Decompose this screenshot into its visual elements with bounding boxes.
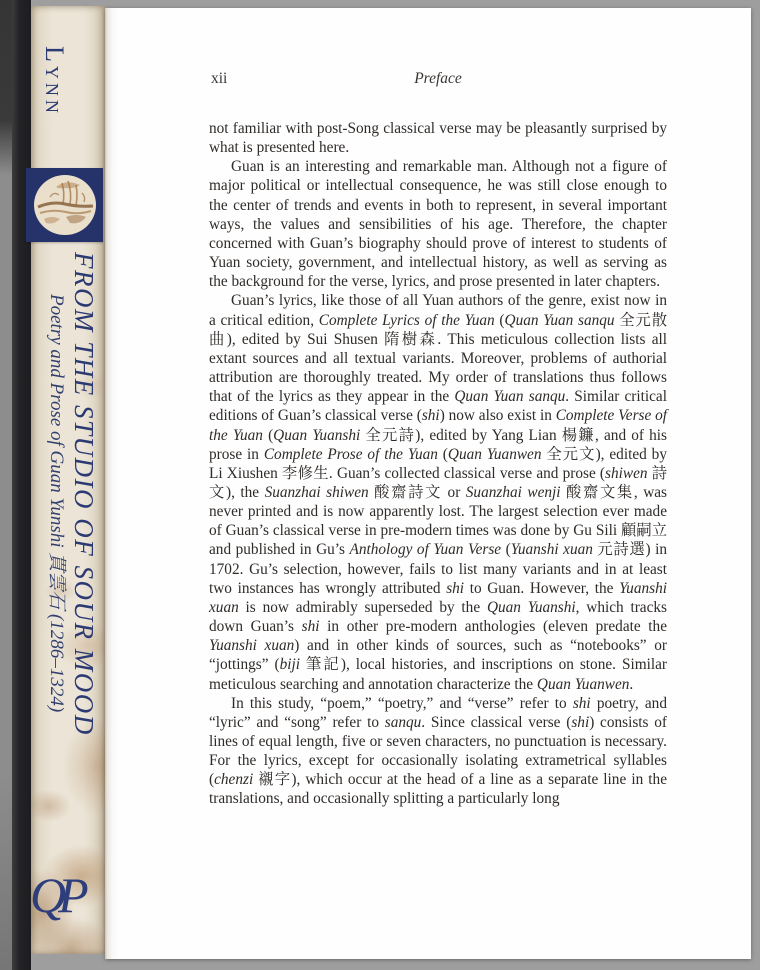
- page-number: xii: [211, 70, 228, 87]
- publisher-logo-icon: QP: [30, 867, 81, 923]
- spine-title-block: [44, 252, 100, 736]
- page-header: [209, 70, 667, 90]
- paragraph: Guan is an interesting and remarkable man. Although not a figure of major political or intellectual consequence, he was still close enough to the center of trends and events in both to represent, in several important ways, the values and sensibilities of his age. Therefore, the chapter concerned with Guan’s biography should prove of interest to students of Yuan society, government, and intellectual history, as well as serving as the background for the verse, lyrics, and prose presented in later chapters.: [209, 158, 667, 291]
- body-text: [209, 119, 667, 809]
- paragraph: In this study, “poem,” “poetry,” and “verse” refer to shi poetry, and “lyric” and “song” refer to sanqu. Since classical verse (shi) consists of lines of equal length, five or seven characters, no punctuation is necessary. For the lyrics, except for occasionally isolating extrametrical syllables (chenzi 襯字), which occur at the head of a line as a separate line in the translations, and occasionally splitting a particularly long: [209, 694, 668, 808]
- spine-crease-shadow: [12, 0, 31, 970]
- running-title: Preface: [414, 70, 462, 87]
- spine-medallion: [26, 168, 103, 242]
- spine-title: FROM THE STUDIO OF SOUR MOOD: [69, 252, 99, 736]
- spine-author-name: Lynn: [40, 46, 69, 117]
- paragraph: Guan’s lyrics, like those of all Yuan authors of the genre, exist now in a critical edition, Complete Lyrics of the Yuan (Quan Yuan sanqu 全元散曲), edited by Sui Shusen 隋樹森. This meticulous collection lists all extant sources and all textual variants. Moreover, problems of authorial attribution are thoroughly treated. My order of translations thus follows that of the lyrics as they appear in the Quan Yuan sanqu. Similar critical editions of Guan’s classical verse (shi) now also exist in Complete Verse of the Yuan (Quan Yuanshi 全元詩), edited by Yang Lian 楊鐮, and of his prose in Complete Prose of the Yuan (Quan Yuanwen 全元文), edited by Li Xiushen 李修生. Guan’s collected classical verse and prose (shiwen 詩文), the Suanzhai shiwen 酸齋詩文 or Suanzhai wenji 酸齋文集, was never printed and is now apparently lost. The largest selection ever made of Guan’s classical verse in pre-modern times was done by Gu Sili 顧嗣立 and published in Gu’s Anthology of Yuan Verse (Yuanshi xuan 元詩選) in 1702. Gu’s selection, however, fails to list many variants and in at least two instances has wrongly attributed shi to Guan. However, the Yuanshi xuan is now admirably superseded by the Quan Yuanshi, which tracks down Guan’s shi in other pre-modern anthologies (eleven predate the Yuanshi xuan) and in other kinds of sources, such as “notebooks” or “jottings” (biji 筆記), local histories, and inscriptions on stone. Similar meticulous searching and annotation characterize the Quan Yuanwen.: [209, 292, 668, 693]
- book-page: [105, 8, 751, 959]
- background-gutter: [0, 0, 12, 970]
- spine-subtitle: Poetry and Prose of Guan Yunshi 貫雲石 (1286–1324): [46, 294, 67, 713]
- ink-landscape-medallion-icon: [32, 173, 98, 237]
- paragraph: not familiar with post-Song classical verse may be pleasantly surprised by what is presented here.: [209, 120, 667, 157]
